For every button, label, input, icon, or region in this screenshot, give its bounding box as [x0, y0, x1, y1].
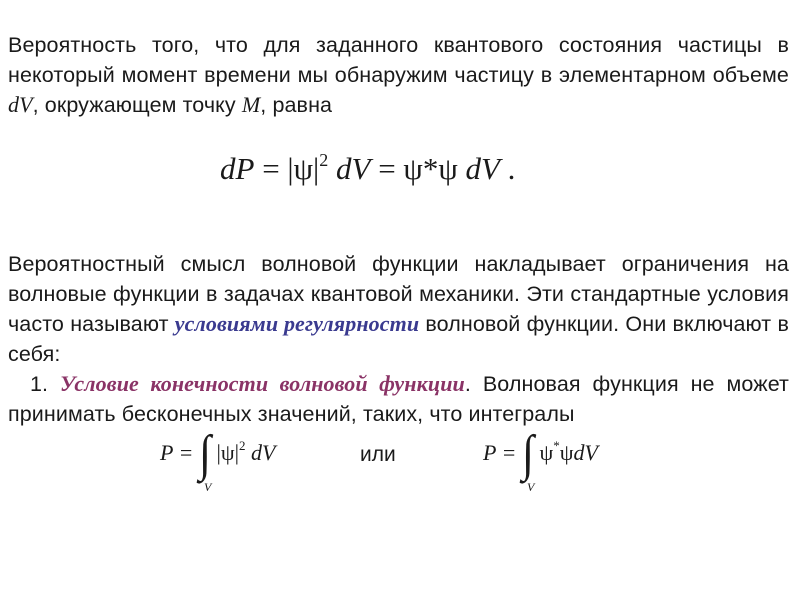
- intro-paragraph: [8, 31, 789, 121]
- regularity-term: условиями регулярности: [174, 311, 420, 336]
- integral1-exponent: 2: [239, 438, 246, 453]
- intro-text-end: , равна: [260, 93, 333, 117]
- or-connector: или: [360, 443, 396, 466]
- regularity-text-after: волновой функции. Они включают в себя:: [8, 312, 790, 366]
- integral-formula-1: [160, 425, 276, 494]
- integral2-star: *: [553, 438, 560, 453]
- intro-text: Вероятность того, что для заданного квантового состояния частицы в некоторый момент времени мы обнаружим частицу в элементарном объеме: [8, 33, 789, 87]
- integral-sign-icon: ∫: [521, 425, 534, 482]
- point-symbol: M: [241, 92, 261, 117]
- formula-exponent: 2: [319, 150, 329, 170]
- formula-lhs: dP: [220, 151, 255, 186]
- formula-psi-star-psi: = ψ*ψ: [370, 151, 466, 186]
- formula-rhs-dv: dV: [465, 151, 500, 186]
- integral-formula-2: [483, 425, 598, 494]
- item1-text: . Волновая функция не может принимать бесконечных значений, таких, что интегралы: [8, 372, 789, 426]
- regularity-paragraph: [8, 250, 789, 429]
- volume-element-symbol: dV: [8, 92, 33, 117]
- item1-title: Условие конечности волновой функции: [60, 371, 465, 396]
- intro-text-middle: , окружающем точку: [32, 93, 242, 117]
- integral2-domain: V: [527, 480, 535, 494]
- integral2-lhs: P =: [483, 440, 522, 465]
- integral2-psi-conj: ψ: [539, 440, 554, 465]
- integral2-differential: dV: [573, 440, 598, 465]
- regularity-text: Вероятностный смысл волновой функции накладывает ограничения на волновые функции в задачах квантовой механики. Эти стандартные условия часто называют: [8, 252, 789, 336]
- integral1-domain: V: [204, 480, 212, 494]
- formula-period: .: [499, 151, 516, 186]
- formula-dv: dV: [328, 151, 371, 186]
- integral1-lhs: P =: [160, 440, 199, 465]
- integral1-integrand: |ψ|: [216, 440, 240, 465]
- integral-sign-icon: ∫: [198, 425, 211, 482]
- probability-density-formula: [220, 150, 515, 187]
- integral2-psi: ψ: [559, 440, 574, 465]
- item1-number: 1.: [30, 372, 61, 396]
- integral1-differential: dV: [245, 440, 276, 465]
- formula-abs-psi: = |ψ|: [254, 151, 320, 186]
